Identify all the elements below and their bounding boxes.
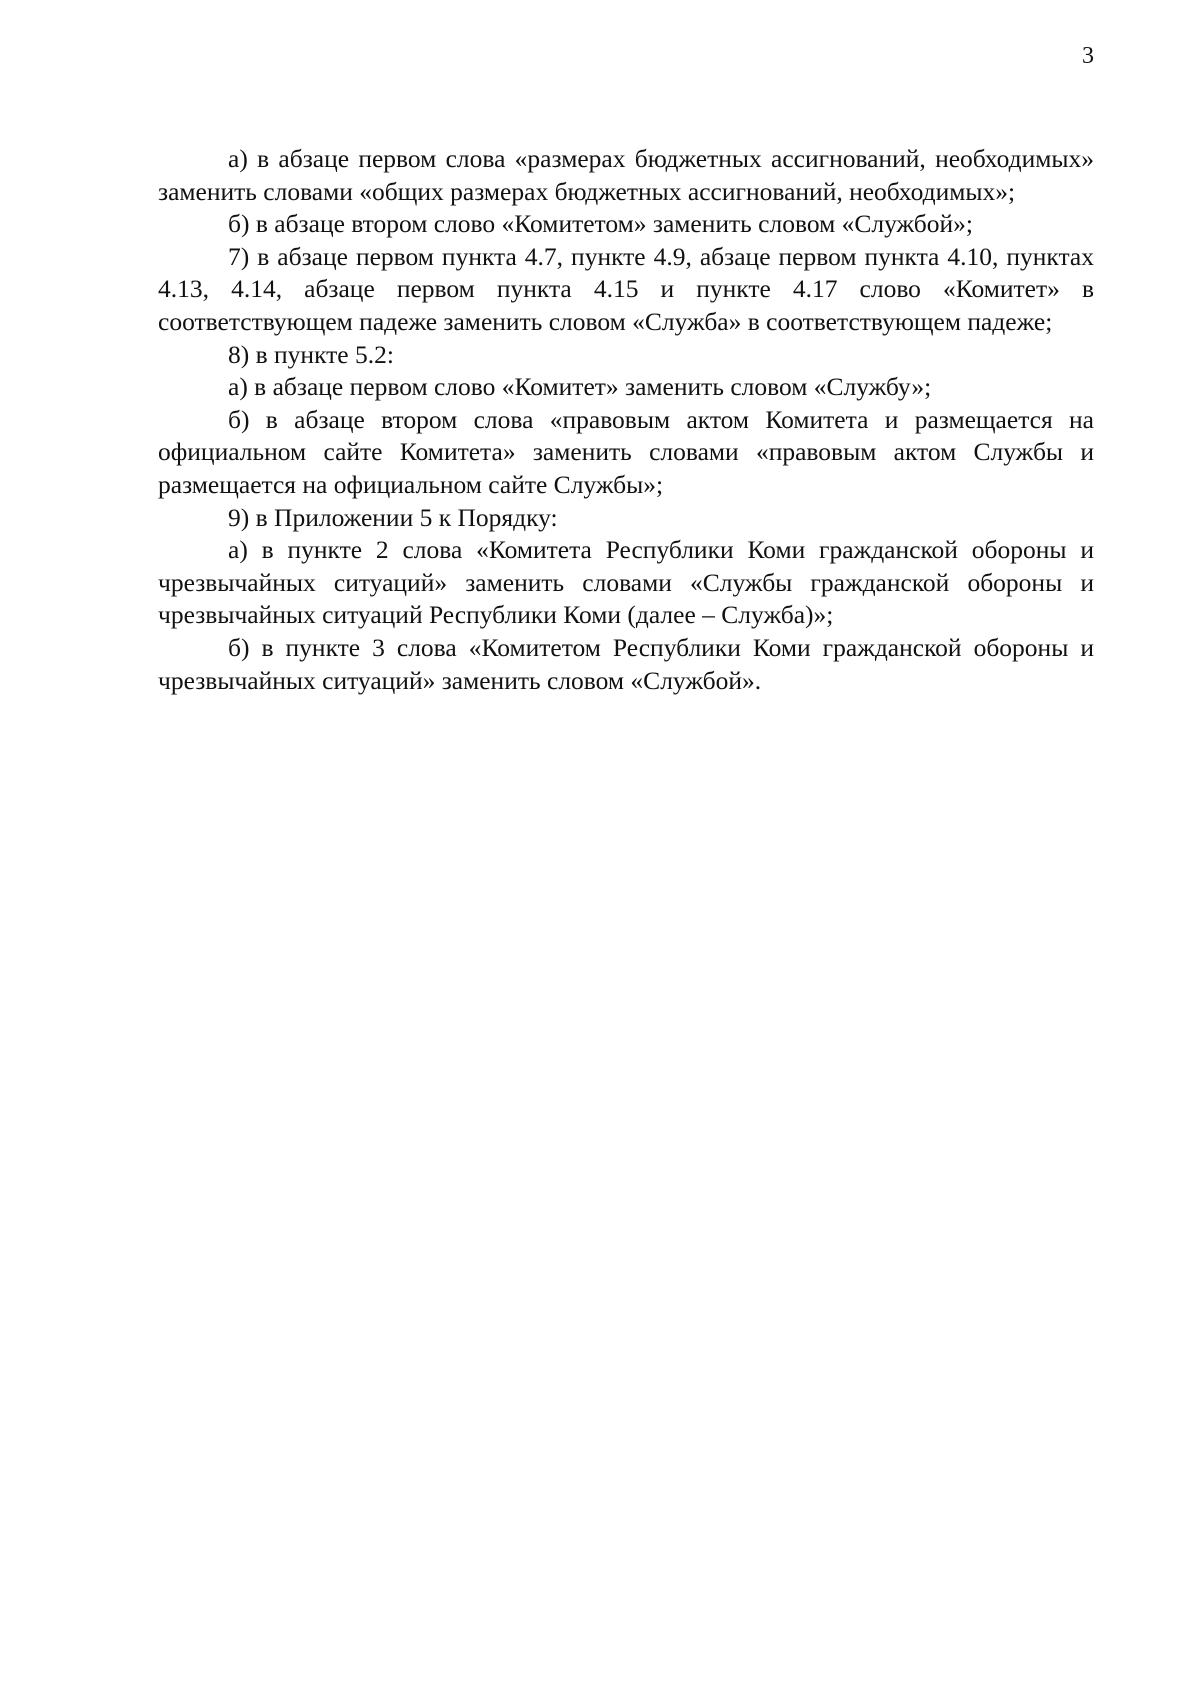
paragraph: а) в абзаце первом слово «Комитет» заменить словом «Службу»;: [228, 372, 932, 402]
paragraph: а) в пункте 2 слова «Комитета Республики Коми гражданской обороны и чрезвычайных ситуаций» заменить словами «Службы гражданской обороны и чрезвычайных ситуаций Республики Коми (далее – Служба)»;: [158, 535, 1094, 630]
paragraph: 9) в Приложении 5 к Порядку:: [228, 502, 558, 532]
paragraph: 7) в абзаце первом пункта 4.7, пункте 4.9, абзаце первом пункта 4.10, пунктах 4.13, 4.14, абзаце первом пункта 4.15 и пункте 4.17 слово «Комитет» в соответствующем падеже заменить словом «Служба» в соответствующем падеже;: [158, 241, 1094, 336]
paragraph: а) в абзаце первом слова «размерах бюджетных ассигнований, необходимых» заменить словами «общих размерах бюджетных ассигнований, необходимых»;: [158, 144, 1094, 206]
paragraph: б) в пункте 3 слова «Комитетом Республики Коми гражданской обороны и чрезвычайных ситуаций» заменить словом «Службой».: [158, 632, 1094, 695]
paragraph: б) в абзаце втором слово «Комитетом» заменить словом «Службой»;: [228, 209, 973, 239]
document-body: [158, 143, 1094, 697]
paragraph: б) в абзаце втором слова «правовым актом Комитета и размещается на официальном сайте Комитета» заменить словами «правовым актом Службы и размещается на официальном сайте Службы»;: [158, 404, 1094, 499]
paragraph: 8) в пункте 5.2:: [228, 339, 394, 369]
page-number: 3: [1082, 43, 1094, 69]
